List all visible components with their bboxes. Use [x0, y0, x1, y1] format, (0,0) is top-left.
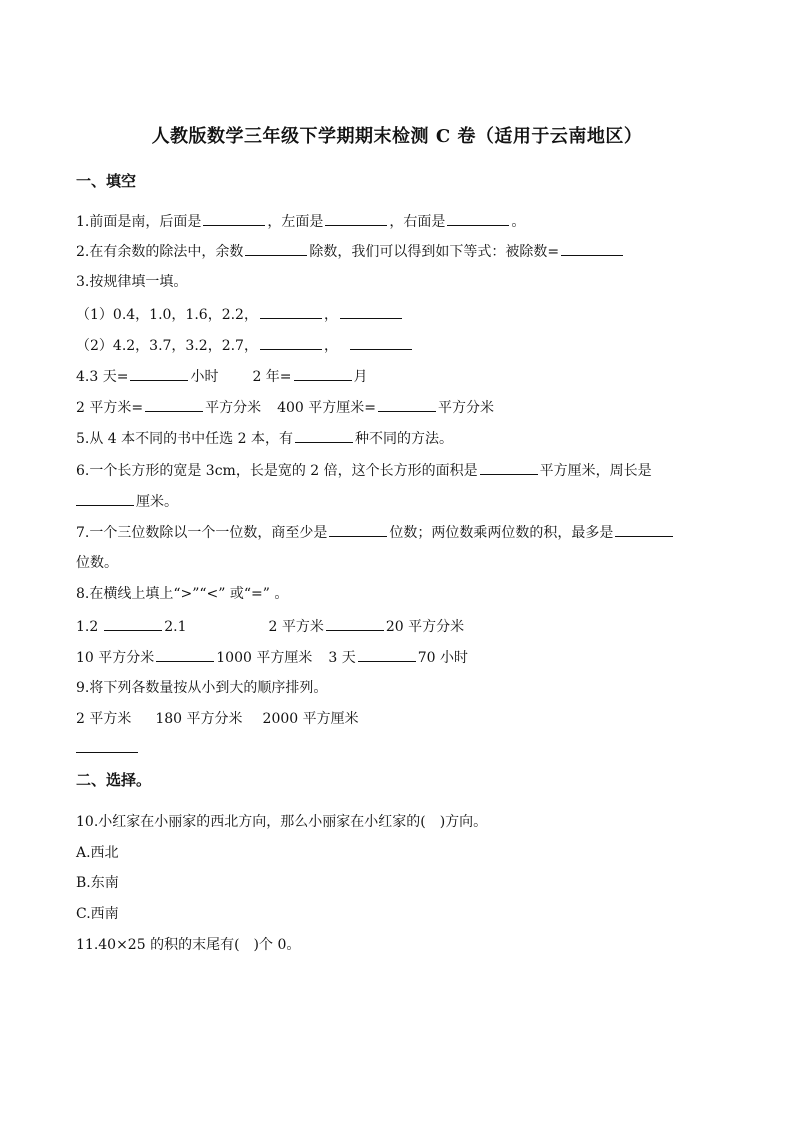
- question-3-sub-1: （1）0.4，1.0，1.6，2.2， ，: [76, 304, 404, 325]
- question-10-option-b[interactable]: B.东南: [76, 875, 119, 891]
- answer-blank[interactable]: [325, 211, 387, 226]
- question-8-row-1: 1.2 2.1 2 平方米 20 平方分米: [76, 616, 464, 637]
- answer-blank[interactable]: [615, 522, 673, 537]
- question-6-line-1: 6.一个长方形的宽是 3cm，长是宽的 2 倍，这个长方形的面积是 平方厘米，周长是: [76, 460, 652, 481]
- question-7-line-2: 位数。: [76, 555, 118, 571]
- section-choice-heading: 二、选择。: [76, 771, 152, 789]
- answer-blank[interactable]: [245, 241, 307, 256]
- answer-blank[interactable]: [329, 522, 387, 537]
- answer-blank[interactable]: [447, 211, 509, 226]
- question-10-option-c[interactable]: C.西南: [76, 906, 119, 922]
- answer-blank[interactable]: [294, 366, 352, 381]
- question-10-option-a[interactable]: A.西北: [76, 845, 119, 861]
- question-9-title: 9.将下列各数量按从小到大的顺序排列。: [76, 680, 328, 696]
- answer-blank[interactable]: [104, 616, 162, 631]
- answer-blank[interactable]: [260, 304, 322, 319]
- question-2: 2.在有余数的除法中，余数 除数，我们可以得到如下等式：被除数=: [76, 241, 625, 262]
- answer-blank[interactable]: [350, 335, 412, 350]
- answer-blank[interactable]: [260, 335, 322, 350]
- question-4-row-2: 2 平方米= 平方分米 400 平方厘米= 平方分米: [76, 397, 494, 418]
- question-9-items: 2 平方米 180 平方分米 2000 平方厘米: [76, 711, 359, 727]
- answer-blank[interactable]: [145, 397, 203, 412]
- question-7-line-1: 7.一个三位数除以一个一位数，商至少是 位数；两位数乘两位数的积，最多是: [76, 522, 675, 543]
- question-4-row-1: 4.3 天= 小时 2 年= 月: [76, 366, 368, 387]
- answer-blank[interactable]: [156, 647, 214, 662]
- answer-blank[interactable]: [130, 366, 188, 381]
- question-3-sub-2: （2）4.2，3.7，3.2，2.7， ，: [76, 335, 414, 356]
- answer-blank[interactable]: [480, 460, 538, 475]
- answer-blank[interactable]: [358, 647, 416, 662]
- question-10-stem: 10.小红家在小丽家的西北方向，那么小丽家在小红家的( )方向。: [76, 814, 488, 830]
- answer-blank[interactable]: [340, 304, 402, 319]
- page-title: 人教版数学三年级下学期期末检测 C 卷（适用于云南地区）: [151, 126, 643, 147]
- answer-blank[interactable]: [295, 428, 353, 443]
- answer-blank[interactable]: [76, 491, 134, 506]
- question-3-title: 3.按规律填一填。: [76, 274, 188, 290]
- question-11-stem: 11.40×25 的积的末尾有( )个 0。: [76, 937, 301, 953]
- answer-blank[interactable]: [203, 211, 265, 226]
- answer-blank[interactable]: [561, 241, 623, 256]
- answer-blank[interactable]: [378, 397, 436, 412]
- question-8-row-2: 10 平方分米 1000 平方厘米 3 天 70 小时: [76, 647, 468, 668]
- question-8-title: 8.在横线上填上“>”“<” 或“=” 。: [76, 586, 289, 602]
- answer-blank[interactable]: [76, 738, 138, 753]
- question-6-line-2: 厘米。: [76, 491, 178, 512]
- question-9-answer: [76, 738, 140, 759]
- question-5: 5.从 4 本不同的书中任选 2 本，有 种不同的方法。: [76, 428, 453, 449]
- question-1: 1.前面是南，后面是 ，左面是 ，右面是 。: [76, 211, 525, 232]
- section-fill-blank-heading: 一、填空: [76, 172, 137, 190]
- answer-blank[interactable]: [326, 616, 384, 631]
